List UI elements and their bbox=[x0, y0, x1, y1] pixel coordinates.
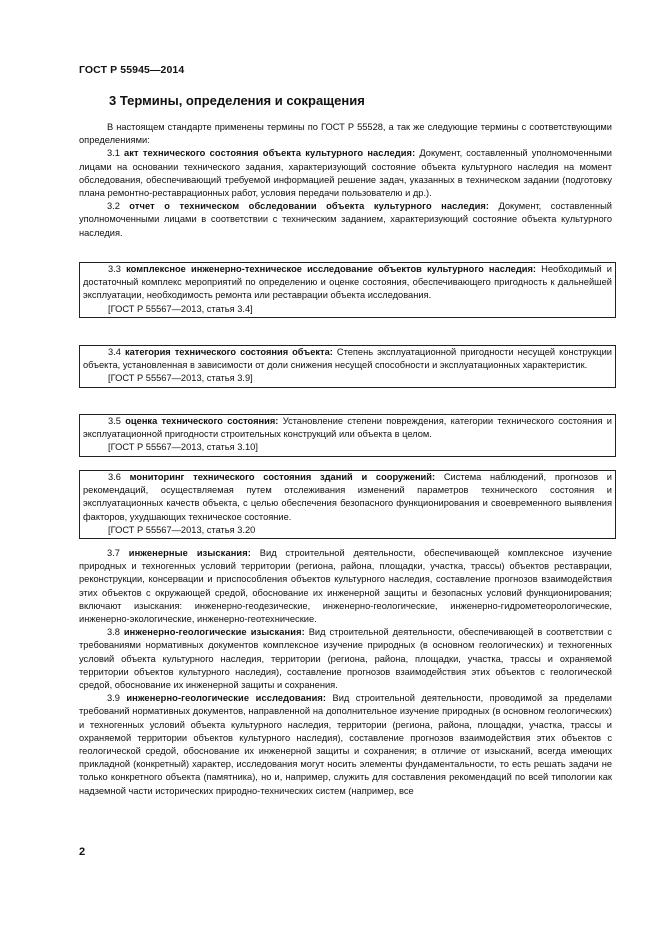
section-title: 3 Термины, определения и сокращения bbox=[109, 93, 365, 108]
term-3-1: 3.1 акт технического состояния объекта культурного наследия: Документ, составленный уполномоченными лицами на основании технического задания, характеризующий состояние объекта культурного наследия на момент обследования, обеспечивающий требуемой информацией решение задач, указанных в техническом задании (подготовку плана ремонтно-реставрационных работ, условия передачи пользователю и др.). bbox=[79, 148, 612, 199]
reference: [ГОСТ Р 55567—2013, статья 3.9] bbox=[108, 373, 253, 384]
page-number: 2 bbox=[79, 846, 86, 858]
term-3-9: 3.9 инженерно-геологические исследования: Вид строительной деятельности, проводимой за пределами требований нормативных документов, направленной на дополнительное изучение природных (в основном геологических) и техногенных условий объекта культурного наследия, территории (региона, района, площадки, участка, трассы и охраняемой территории объектов культурного наследия), составление прогнозов взаимодействия этих объектов с геологической средой, обоснование их инженерной защиты и сохранения; в отличие от изысканий, всегда имеющих прикладной (конкретный) характер, исследования могут носить элементы фундаментальности, то есть решать задачи не только конкретного объекта (памятника), но и, например, служить для составления рекомендаций по всей типологии как надземной части исторических природно-технических систем (например, все bbox=[79, 693, 612, 796]
term-3-7: 3.7 инженерные изыскания: Вид строительной деятельности, обеспечивающей комплексное изучение природных и техногенных условий территории (региона, района, площадки, участка, трассы) объектов реставрации, реконструкции, консервации и приспособления объектов культурного наследия, составление прогнозов взаимодействия этих объектов с окружающей средой, обоснование их инженерной защиты и безопасных условий функционирования; включают изыскания: инженерно-геодезические, инженерно-геологические, инженерно-гидрометеорологические, инженерно-экологические, инженерно-геотехнические. bbox=[79, 548, 613, 625]
reference: [ГОСТ Р 55567—2013, статья 3.10] bbox=[108, 442, 258, 453]
document-header: ГОСТ Р 55945—2014 bbox=[79, 64, 185, 76]
terms-block-2 bbox=[79, 547, 612, 798]
boxed-term-3-6: 3.6 мониторинг технического состояния зданий и сооружений: Система наблюдений, прогнозов и рекомендаций, осуществляемая путем отслеживания изменений параметров технического состояния и эксплуатационных качеств объекта, с целью обеспечения безопасного функционирования и своевременного выявления факторов, ухудшающих техническое состояние. [ГОСТ Р 55567—2013, статья 3.20 bbox=[79, 470, 616, 539]
boxed-term-3-5: 3.5 оценка технического состояния: Установление степени повреждения, категории технического состояния и эксплуатационной пригодности строительных конструкций или объекта в целом. [ГОСТ Р 55567—2013, статья 3.10] bbox=[79, 414, 616, 457]
intro-paragraph: В настоящем стандарте применены термины по ГОСТ Р 55528, а так же следующие термины с соответствующими определениями: bbox=[79, 122, 612, 146]
boxed-term-3-4: 3.4 категория технического состояния объекта: Степень эксплуатационной пригодности несущей конструкции объекта, установленная в зависимости от доли снижения несущей способности и эксплуатационных характеристик. [ГОСТ Р 55567—2013, статья 3.9] bbox=[79, 345, 616, 388]
reference: [ГОСТ Р 55567—2013, статья 3.4] bbox=[108, 303, 253, 314]
term-3-8: 3.8 инженерно-геологические изыскания: Вид строительной деятельности, обеспечивающей в соответствии с требованиями нормативных документов комплексное изучение природных (в основном геологических) и техногенных условий объекта культурного наследия, территории (региона, района, площадки, участка, трассы и охраняемой территории объектов культурного наследия), составление прогнозов взаимодействия этих объектов с геологической средой, обоснование их инженерной защиты и сохранения. bbox=[79, 627, 612, 691]
terms-block-1 bbox=[79, 121, 612, 240]
boxed-term-3-3: 3.3 комплексное инженерно-техническое исследование объектов культурного наследия: Необходимый и достаточный комплекс мероприятий по определению и оценке состояния, обеспечивающего пригодность к дальнейшей эксплуатации, необходимость ремонта или реставрации объекта исследования. [ГОСТ Р 55567—2013, статья 3.4] bbox=[79, 262, 616, 318]
reference: [ГОСТ Р 55567—2013, статья 3.20 bbox=[108, 524, 256, 535]
term-3-2: 3.2 отчет о техническом обследовании объекта культурного наследия: Документ, составленный уполномоченными лицами в соответствии с техническим заданием, характеризующий состояние объекта культурного наследия. bbox=[79, 201, 612, 238]
